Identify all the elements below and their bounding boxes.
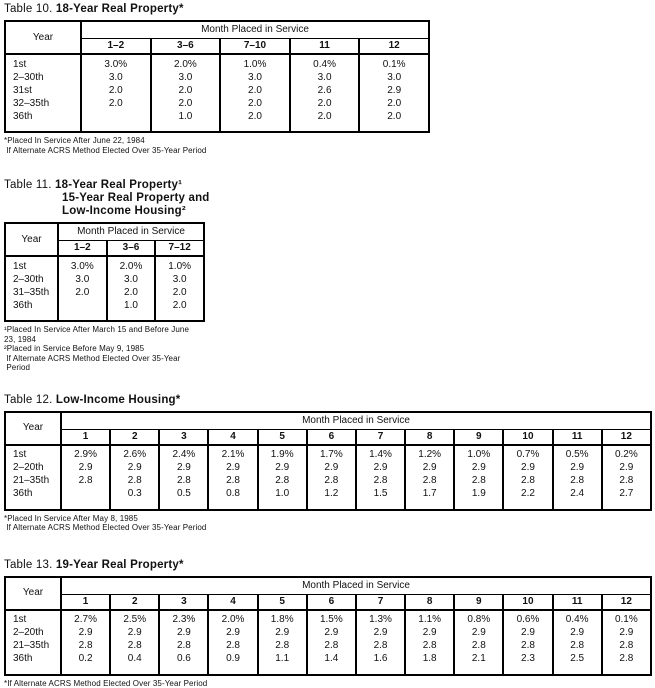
year-column-header: Year [5, 577, 61, 610]
percentage-cell: 2.6 [290, 84, 360, 97]
percentage-cell: 2.3% [159, 610, 208, 627]
table-row [5, 462, 651, 475]
percentage-cell: 2.9 [454, 462, 503, 475]
percentage-cell: 2.8 [356, 640, 405, 653]
percentage-cell: 2.3 [503, 653, 552, 675]
percentage-cell: 2.0% [151, 54, 221, 71]
percentage-cell: 2.0 [151, 97, 221, 110]
percentage-cell: 2.8 [553, 475, 602, 488]
month-column-header: 3 [159, 594, 208, 610]
percentage-cell: 2.0 [220, 110, 290, 132]
month-column-header: 3–6 [107, 241, 156, 257]
percentage-cell: 2.0 [81, 97, 151, 110]
percentage-cell: 2.8 [208, 640, 257, 653]
percentage-cell: 2.0 [359, 97, 429, 110]
percentage-cell: 2.0 [290, 97, 360, 110]
table-title-prefix: Table 11. [4, 179, 52, 191]
percentage-cell: 0.1% [602, 610, 651, 627]
percentage-cell: 1.2% [405, 445, 454, 462]
percentage-cell: 3.0 [290, 71, 360, 84]
table12-title [4, 394, 655, 407]
percentage-cell: 1.1% [405, 610, 454, 627]
month-column-header: 7–12 [155, 241, 204, 257]
month-placed-in-service-header: Month Placed in Service [61, 577, 651, 595]
table-row [5, 640, 651, 653]
percentage-cell: 2.9 [602, 462, 651, 475]
percentage-cell: 2.0 [58, 286, 107, 299]
month-placed-in-service-header: Month Placed in Service [58, 223, 204, 241]
percentage-cell: 2.9 [258, 627, 307, 640]
table-row [5, 653, 651, 675]
month-placed-in-service-header: Month Placed in Service [61, 412, 651, 430]
percentage-cell: 2.8 [405, 475, 454, 488]
percentage-cell: 2.8 [356, 475, 405, 488]
table13-title [4, 559, 655, 572]
table-row [5, 273, 204, 286]
footnote-line: If Alternate ACRS Method Elected Over 35-Year Period [4, 146, 655, 156]
percentage-cell: 2.8 [307, 475, 356, 488]
table-row [5, 299, 204, 321]
month-column-header: 1 [61, 594, 110, 610]
month-column-header: 7 [356, 429, 405, 445]
table-row [5, 475, 651, 488]
percentage-cell: 2.9 [258, 462, 307, 475]
table-title: Low-Income Housing* [56, 394, 181, 406]
year-row-label: 36th [5, 488, 61, 510]
percentage-cell: 2.8 [258, 475, 307, 488]
table-title-extra-lines [4, 192, 655, 218]
year-row-label: 32–35th [5, 97, 81, 110]
percentage-cell: 0.6% [503, 610, 552, 627]
percentage-cell: 2.7 [602, 488, 651, 510]
percentage-cell: 2.8 [159, 640, 208, 653]
year-row-label: 21–35th [5, 640, 61, 653]
percentage-cell: 0.7% [503, 445, 552, 462]
percentage-cell: 2.8 [602, 640, 651, 653]
footnote-line: 23, 1984 [4, 335, 352, 345]
year-row-label: 36th [5, 110, 81, 132]
month-column-header: 3 [159, 429, 208, 445]
percentage-cell: 1.8 [405, 653, 454, 675]
percentage-cell: 1.7% [307, 445, 356, 462]
percentage-cell: 2.0 [81, 84, 151, 97]
table-row [5, 488, 651, 510]
percentage-cell: 2.8 [258, 640, 307, 653]
year-row-label: 1st [5, 54, 81, 71]
percentage-cell: 2.9% [61, 445, 110, 462]
month-column-header: 1 [61, 429, 110, 445]
percentage-cell: 0.8% [454, 610, 503, 627]
month-column-header: 2 [110, 594, 159, 610]
percentage-cell: 2.0% [208, 610, 257, 627]
percentage-cell: 1.7 [405, 488, 454, 510]
percentage-cell: 2.8 [553, 640, 602, 653]
percentage-cell: 1.0 [258, 488, 307, 510]
table10-title [4, 3, 655, 16]
footnote-line: *If Alternate ACRS Method Elected Over 35-Year Period [4, 679, 655, 688]
percentage-cell: 2.9 [307, 462, 356, 475]
percentage-cell: 2.0 [155, 299, 204, 321]
year-column-header: Year [5, 223, 58, 256]
month-column-header: 11 [290, 39, 360, 55]
percentage-cell: 2.5 [553, 653, 602, 675]
table11-title [4, 179, 655, 218]
percentage-cell: 3.0% [58, 256, 107, 273]
percentage-cell: 2.8 [159, 475, 208, 488]
table-row [5, 256, 204, 273]
table-title-line: 15-Year Real Property and [62, 192, 655, 205]
year-row-label: 21–35th [5, 475, 61, 488]
percentage-cell: 0.8 [208, 488, 257, 510]
footnote-line: Period [4, 363, 352, 373]
table11-footnotes [4, 325, 352, 373]
table-title-line: Low-Income Housing² [62, 205, 655, 218]
percentage-cell: 2.8 [454, 640, 503, 653]
percentage-cell: 3.0 [220, 71, 290, 84]
percentage-cell: 0.9 [208, 653, 257, 675]
table-row [5, 627, 651, 640]
percentage-cell: 3.0 [58, 273, 107, 286]
percentage-cell: 0.2% [602, 445, 651, 462]
percentage-cell: 2.2 [503, 488, 552, 510]
table10-footnotes [4, 136, 655, 155]
percentage-cell: 2.9 [454, 627, 503, 640]
table-title: 18-Year Real Property¹ [55, 179, 182, 191]
percentage-cell: 0.5 [159, 488, 208, 510]
year-row-label: 36th [5, 653, 61, 675]
percentage-cell: 2.9 [208, 462, 257, 475]
table12-low-income-housing [4, 411, 652, 511]
percentage-cell: 2.9 [159, 462, 208, 475]
percentage-cell: 2.9 [503, 462, 552, 475]
percentage-cell: 1.4% [356, 445, 405, 462]
month-column-header: 4 [208, 429, 257, 445]
table-row [5, 71, 429, 84]
month-column-header: 1–2 [81, 39, 151, 55]
month-column-header: 12 [602, 594, 651, 610]
table-row [5, 54, 429, 71]
month-column-header: 1–2 [58, 241, 107, 257]
percentage-cell: 2.9 [602, 627, 651, 640]
percentage-cell: 2.8 [503, 475, 552, 488]
percentage-cell: 2.0 [220, 84, 290, 97]
percentage-cell: 1.5 [356, 488, 405, 510]
year-row-label: 2–20th [5, 627, 61, 640]
percentage-cell: 2.0 [151, 84, 221, 97]
percentage-cell: 1.3% [356, 610, 405, 627]
percentage-cell: 0.4% [290, 54, 360, 71]
percentage-cell: 2.0 [155, 286, 204, 299]
percentage-cell: 2.9 [110, 627, 159, 640]
percentage-cell: 2.9 [553, 627, 602, 640]
percentage-cell: 3.0 [359, 71, 429, 84]
table12-footnotes [4, 514, 655, 533]
footnote-line: If Alternate ACRS Method Elected Over 35-Year Period [4, 523, 655, 533]
month-column-header: 6 [307, 594, 356, 610]
percentage-cell: 2.1 [454, 653, 503, 675]
year-row-label: 2–30th [5, 71, 81, 84]
percentage-cell: 2.0 [107, 286, 156, 299]
footnote-line: ²Placed in Service Before May 9, 1985 [4, 344, 352, 354]
percentage-cell: 0.4% [553, 610, 602, 627]
year-row-label: 2–20th [5, 462, 61, 475]
percentage-cell: 2.4% [159, 445, 208, 462]
percentage-cell: 1.6 [356, 653, 405, 675]
month-column-header: 9 [454, 594, 503, 610]
percentage-cell: 1.0 [107, 299, 156, 321]
percentage-cell [58, 299, 107, 321]
percentage-cell: 2.9 [356, 462, 405, 475]
table-row [5, 97, 429, 110]
month-column-header: 10 [503, 594, 552, 610]
year-row-label: 2–30th [5, 273, 58, 286]
percentage-cell: 2.7% [61, 610, 110, 627]
table13-19-year-real-property [4, 576, 652, 676]
percentage-cell: 3.0 [107, 273, 156, 286]
percentage-cell: 1.9% [258, 445, 307, 462]
month-column-header: 11 [553, 594, 602, 610]
percentage-cell [81, 110, 151, 132]
percentage-cell: 1.4 [307, 653, 356, 675]
percentage-cell: 2.9 [61, 462, 110, 475]
footnote-line: ¹Placed In Service After March 15 and Before June [4, 325, 352, 335]
month-column-header: 11 [553, 429, 602, 445]
month-column-header: 5 [258, 429, 307, 445]
percentage-cell: 1.0% [454, 445, 503, 462]
month-column-header: 12 [359, 39, 429, 55]
footnote-line: If Alternate ACRS Method Elected Over 35-Year [4, 354, 352, 364]
percentage-cell: 1.1 [258, 653, 307, 675]
percentage-cell: 2.4 [553, 488, 602, 510]
percentage-cell: 2.1% [208, 445, 257, 462]
percentage-cell: 2.8 [454, 475, 503, 488]
month-column-header: 10 [503, 429, 552, 445]
table-title: 19-Year Real Property* [56, 559, 184, 571]
month-column-header: 3–6 [151, 39, 221, 55]
percentage-cell: 2.8 [208, 475, 257, 488]
percentage-cell: 2.8 [405, 640, 454, 653]
percentage-cell: 2.8 [110, 640, 159, 653]
percentage-cell: 1.9 [454, 488, 503, 510]
month-column-header: 6 [307, 429, 356, 445]
percentage-cell: 1.5% [307, 610, 356, 627]
percentage-cell: 2.8 [602, 653, 651, 675]
percentage-cell: 2.0 [220, 97, 290, 110]
month-column-header: 12 [602, 429, 651, 445]
table12-section [4, 394, 655, 533]
year-column-header: Year [5, 412, 61, 445]
percentage-cell: 2.9 [110, 462, 159, 475]
year-row-label: 36th [5, 299, 58, 321]
year-column-header: Year [5, 21, 81, 54]
footnote-line: *Placed In Service After June 22, 1984 [4, 136, 655, 146]
percentage-cell: 2.9 [61, 627, 110, 640]
percentage-cell: 3.0% [81, 54, 151, 71]
table11-15-year-real-property-low-income-housing [4, 222, 205, 322]
percentage-cell: 2.8 [61, 640, 110, 653]
percentage-cell: 2.0 [359, 110, 429, 132]
percentage-cell: 2.9 [359, 84, 429, 97]
percentage-cell: 3.0 [81, 71, 151, 84]
table-row [5, 110, 429, 132]
month-column-header: 8 [405, 594, 454, 610]
percentage-cell: 2.9 [553, 462, 602, 475]
table11-section [4, 179, 655, 373]
percentage-cell: 2.9 [405, 462, 454, 475]
percentage-cell [61, 488, 110, 510]
table13-footnotes [4, 679, 655, 688]
month-column-header: 7–10 [220, 39, 290, 55]
footnote-line: *Placed In Service After May 8, 1985 [4, 514, 655, 524]
table-row [5, 445, 651, 462]
percentage-cell: 1.8% [258, 610, 307, 627]
month-column-header: 9 [454, 429, 503, 445]
table-title-prefix: Table 10. [4, 3, 52, 15]
month-column-header: 4 [208, 594, 257, 610]
percentage-cell: 0.1% [359, 54, 429, 71]
percentage-cell: 2.8 [503, 640, 552, 653]
table-title: 18-Year Real Property* [56, 3, 184, 15]
year-row-label: 31–35th [5, 286, 58, 299]
percentage-cell: 2.9 [307, 627, 356, 640]
percentage-cell: 2.0 [290, 110, 360, 132]
table13-section [4, 559, 655, 688]
month-column-header: 2 [110, 429, 159, 445]
percentage-cell: 2.5% [110, 610, 159, 627]
month-column-header: 7 [356, 594, 405, 610]
table10-section [4, 3, 655, 155]
percentage-cell: 1.2 [307, 488, 356, 510]
percentage-cell: 0.3 [110, 488, 159, 510]
percentage-cell: 0.2 [61, 653, 110, 675]
year-row-label: 1st [5, 256, 58, 273]
year-row-label: 1st [5, 610, 61, 627]
month-placed-in-service-header: Month Placed in Service [81, 21, 429, 39]
table-row [5, 610, 651, 627]
percentage-cell: 1.0% [220, 54, 290, 71]
percentage-cell: 0.5% [553, 445, 602, 462]
percentage-cell: 3.0 [151, 71, 221, 84]
year-row-label: 1st [5, 445, 61, 462]
percentage-cell: 2.8 [307, 640, 356, 653]
table-title-prefix: Table 13. [4, 559, 52, 571]
percentage-cell: 1.0 [151, 110, 221, 132]
percentage-cell: 2.9 [159, 627, 208, 640]
percentage-cell: 2.9 [405, 627, 454, 640]
table-row [5, 84, 429, 97]
percentage-cell: 2.8 [602, 475, 651, 488]
percentage-cell: 2.9 [208, 627, 257, 640]
percentage-cell: 1.0% [155, 256, 204, 273]
percentage-cell: 2.0% [107, 256, 156, 273]
percentage-cell: 2.9 [356, 627, 405, 640]
percentage-cell: 3.0 [155, 273, 204, 286]
table-row [5, 286, 204, 299]
percentage-cell: 2.8 [110, 475, 159, 488]
percentage-cell: 0.4 [110, 653, 159, 675]
percentage-cell: 2.8 [61, 475, 110, 488]
table-title-prefix: Table 12. [4, 394, 52, 406]
month-column-header: 8 [405, 429, 454, 445]
percentage-cell: 2.6% [110, 445, 159, 462]
table10-18-year-real-property [4, 20, 430, 133]
percentage-cell: 0.6 [159, 653, 208, 675]
year-row-label: 31st [5, 84, 81, 97]
month-column-header: 5 [258, 594, 307, 610]
percentage-cell: 2.9 [503, 627, 552, 640]
